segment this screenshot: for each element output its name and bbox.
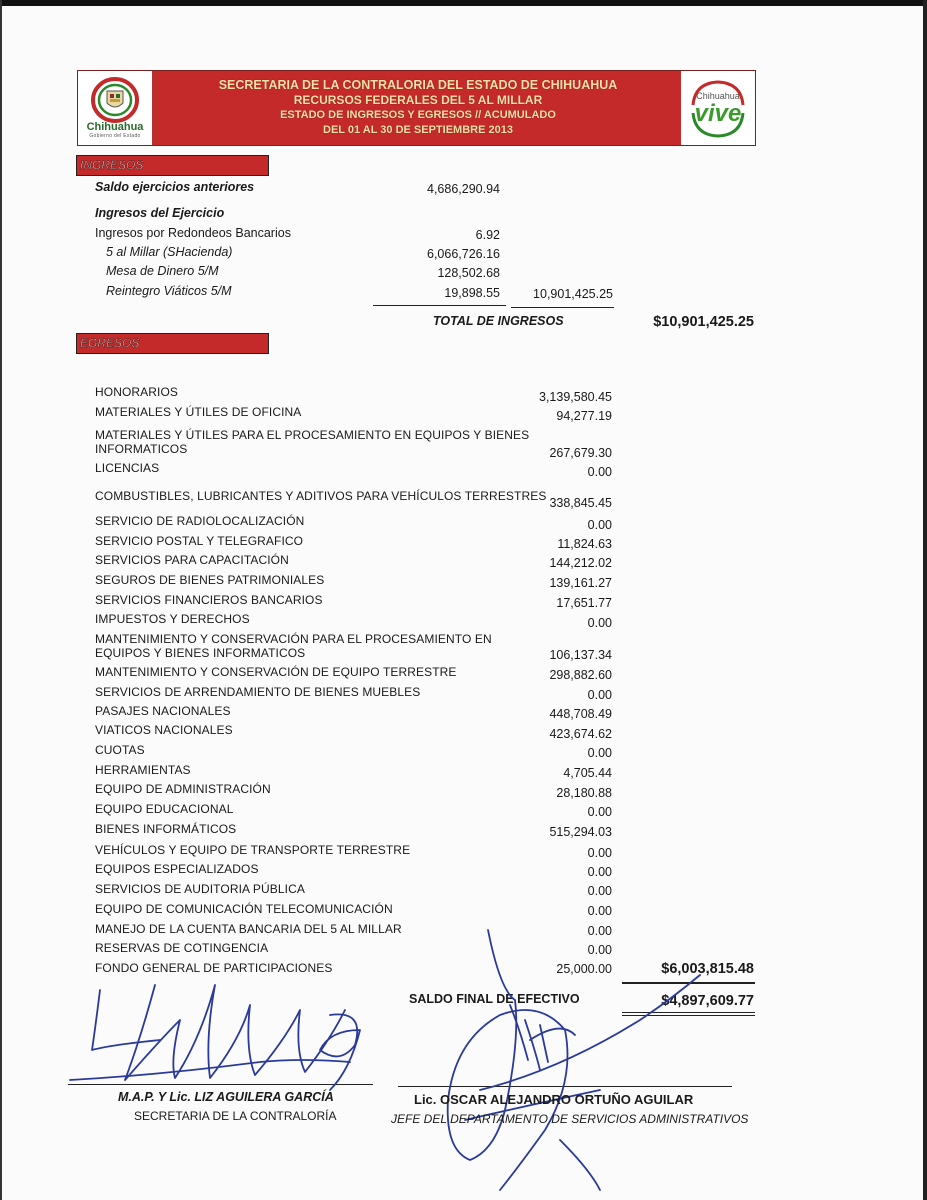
egreso-value: 106,137.34 bbox=[549, 648, 612, 662]
egreso-row bbox=[95, 593, 615, 613]
egreso-label-continued: INFORMATICOS bbox=[95, 442, 188, 456]
egreso-value: 28,180.88 bbox=[556, 786, 612, 800]
egreso-row bbox=[95, 489, 615, 515]
chihuahua-vive-icon bbox=[685, 75, 751, 141]
egreso-value: 25,000.00 bbox=[556, 962, 612, 976]
left-signatory-name: M.A.P. Y Lic. LIZ AGUILERA GARCÍA bbox=[118, 1090, 334, 1104]
egreso-row bbox=[95, 743, 615, 763]
egreso-value: 0.00 bbox=[587, 904, 612, 918]
egreso-row bbox=[95, 782, 615, 802]
ingresos-section-label: INGRESOS bbox=[80, 158, 144, 172]
egreso-label: COMBUSTIBLES, LUBRICANTES Y ADITIVOS PARA VEHÍCULOS TERRESTRES bbox=[95, 489, 547, 503]
egreso-label: LICENCIAS bbox=[95, 461, 160, 475]
subtotal-rule bbox=[511, 307, 614, 308]
egreso-label: SERVICIO DE RADIOLOCALIZACIÓN bbox=[95, 514, 305, 528]
left-signature-stroke bbox=[92, 990, 160, 1050]
egreso-label: RESERVAS DE COTINGENCIA bbox=[95, 941, 269, 955]
egreso-row bbox=[95, 723, 615, 743]
egreso-label: SERVICIOS PARA CAPACITACIÓN bbox=[95, 553, 289, 567]
egreso-value: 0.00 bbox=[587, 746, 612, 760]
chihuahua-vive-logo bbox=[681, 71, 755, 145]
egreso-value: 298,882.60 bbox=[549, 668, 612, 682]
saldo-final-underline-2 bbox=[622, 1015, 755, 1016]
egreso-value: 17,651.77 bbox=[556, 596, 612, 610]
scan-edge-top bbox=[0, 0, 927, 6]
egreso-label-continued: EQUIPOS Y BIENES INFORMATICOS bbox=[95, 646, 306, 660]
egreso-label: EQUIPO DE COMUNICACIÓN TELECOMUNICACIÓN bbox=[95, 902, 393, 916]
logo-left-text: Chihuahua bbox=[86, 121, 144, 133]
right-signatory-name: Lic. OSCAR ALEJANDRO ORTUÑO AGUILAR bbox=[414, 1092, 694, 1107]
egreso-row bbox=[95, 632, 615, 666]
egreso-value: 423,674.62 bbox=[549, 727, 612, 741]
egreso-value: 515,294.03 bbox=[549, 825, 612, 839]
header-line-1: SECRETARIA DE LA CONTRALORIA DEL ESTADO DE CHIHUAHUA bbox=[218, 78, 618, 92]
ingreso-item-label: Mesa de Dinero 5/M bbox=[106, 264, 219, 278]
document-header bbox=[77, 70, 756, 146]
egreso-label: PASAJES NACIONALES bbox=[95, 704, 231, 718]
saldo-final-label: SALDO FINAL DE EFECTIVO bbox=[409, 992, 580, 1006]
egreso-row bbox=[95, 405, 615, 425]
ingresos-section-bar bbox=[76, 155, 269, 176]
egresos-section-label: EGRESOS bbox=[80, 336, 140, 350]
egreso-label: SERVICIO POSTAL Y TELEGRAFICO bbox=[95, 534, 304, 548]
egreso-label: MANTENIMIENTO Y CONSERVACIÓN PARA EL PROCESAMIENTO EN bbox=[95, 632, 492, 646]
state-seal-icon bbox=[90, 77, 140, 123]
logo-left-subtext: Gobierno del Estado bbox=[89, 133, 141, 139]
egreso-row bbox=[95, 461, 615, 481]
saldo-anteriores-value: 4,686,290.94 bbox=[427, 182, 500, 196]
egreso-row bbox=[95, 922, 615, 942]
egreso-value: 0.00 bbox=[587, 884, 612, 898]
egreso-value: 0.00 bbox=[587, 688, 612, 702]
egreso-label: EQUIPOS ESPECIALIZADOS bbox=[95, 862, 259, 876]
ingresos-ejercicio-label: Ingresos del Ejercicio bbox=[95, 206, 225, 220]
egreso-label: SERVICIOS DE AUDITORIA PÚBLICA bbox=[95, 882, 305, 896]
ingreso-item-value: 6,066,726.16 bbox=[427, 247, 500, 261]
total-egresos-rule bbox=[622, 982, 755, 984]
egreso-label: MANEJO DE LA CUENTA BANCARIA DEL 5 AL MILLAR bbox=[95, 922, 402, 936]
saldo-anteriores-label: Saldo ejercicios anteriores bbox=[95, 180, 255, 194]
ingreso-item-value: 6.92 bbox=[475, 228, 500, 242]
right-signature-line bbox=[398, 1086, 732, 1087]
egreso-value: 0.00 bbox=[587, 924, 612, 938]
egreso-row bbox=[95, 843, 615, 863]
right-signature-stroke bbox=[510, 1005, 575, 1070]
egreso-label: HERRAMIENTAS bbox=[95, 763, 191, 777]
egreso-value: 139,161.27 bbox=[549, 576, 612, 590]
egreso-value: 267,679.30 bbox=[549, 446, 612, 460]
egreso-value: 448,708.49 bbox=[549, 707, 612, 721]
egreso-label: HONORARIOS bbox=[95, 385, 179, 399]
egreso-value: 0.00 bbox=[587, 518, 612, 532]
left-signature-stroke bbox=[70, 1060, 350, 1080]
egreso-row bbox=[95, 941, 615, 961]
scan-edge-left bbox=[0, 0, 2, 1200]
egreso-value: 0.00 bbox=[587, 805, 612, 819]
egreso-row bbox=[95, 961, 615, 981]
left-signature-stroke bbox=[320, 1014, 360, 1090]
egreso-value: 0.00 bbox=[587, 465, 612, 479]
egresos-section-bar bbox=[76, 333, 269, 354]
logo-right-word: vive bbox=[694, 100, 742, 127]
left-signature-line bbox=[68, 1084, 373, 1085]
egreso-row bbox=[95, 553, 615, 573]
egreso-value: 94,277.19 bbox=[556, 409, 612, 423]
scan-edge-right bbox=[923, 0, 927, 1200]
egreso-row bbox=[95, 385, 615, 405]
egreso-row bbox=[95, 665, 615, 685]
ingresos-subtotal: 10,901,425.25 bbox=[533, 287, 613, 301]
egreso-row bbox=[95, 882, 615, 902]
egreso-label: SERVICIOS DE ARRENDAMIENTO DE BIENES MUEBLES bbox=[95, 685, 421, 699]
egreso-row bbox=[95, 534, 615, 554]
egreso-label: IMPUESTOS Y DERECHOS bbox=[95, 612, 250, 626]
egreso-label: SEGUROS DE BIENES PATRIMONIALES bbox=[95, 573, 325, 587]
egreso-label: BIENES INFORMÁTICOS bbox=[95, 822, 237, 836]
egreso-value: 338,845.45 bbox=[549, 496, 612, 510]
egreso-row bbox=[95, 763, 615, 783]
header-line-2: RECURSOS FEDERALES DEL 5 AL MILLAR bbox=[293, 93, 543, 107]
egreso-label: MATERIALES Y ÚTILES PARA EL PROCESAMIENTO EN EQUIPOS Y BIENES bbox=[95, 428, 530, 442]
ingreso-item-value: 128,502.68 bbox=[437, 266, 500, 280]
ingresos-column-rule bbox=[373, 305, 506, 306]
egreso-row bbox=[95, 573, 615, 593]
egreso-row bbox=[95, 902, 615, 922]
egreso-row bbox=[95, 822, 615, 842]
egreso-row bbox=[95, 612, 615, 632]
egreso-value: 4,705.44 bbox=[563, 766, 612, 780]
egreso-row bbox=[95, 514, 615, 534]
egreso-row bbox=[95, 704, 615, 724]
ingreso-item-value: 19,898.55 bbox=[444, 286, 500, 300]
egreso-row bbox=[95, 428, 615, 464]
gobierno-chihuahua-logo bbox=[78, 71, 153, 145]
total-ingresos-value: $10,901,425.25 bbox=[653, 314, 754, 330]
egreso-value: 144,212.02 bbox=[549, 556, 612, 570]
egreso-label: EQUIPO DE ADMINISTRACIÓN bbox=[95, 782, 271, 796]
header-line-3: ESTADO DE INGRESOS Y EGRESOS // ACUMULADO bbox=[280, 109, 556, 121]
egreso-value: 3,139,580.45 bbox=[539, 390, 612, 404]
total-egresos-value: $6,003,815.48 bbox=[661, 961, 754, 977]
ingreso-item-label: Ingresos por Redondeos Bancarios bbox=[95, 226, 291, 240]
egreso-value: 11,824.63 bbox=[557, 537, 612, 551]
egreso-value: 0.00 bbox=[587, 943, 612, 957]
egreso-label: VIATICOS NACIONALES bbox=[95, 723, 233, 737]
ingreso-item-label: Reintegro Viáticos 5/M bbox=[106, 284, 232, 298]
egreso-value: 0.00 bbox=[587, 865, 612, 879]
ingreso-item-label: 5 al Millar (SHacienda) bbox=[106, 245, 233, 259]
egreso-row bbox=[95, 802, 615, 822]
egreso-label: EQUIPO EDUCACIONAL bbox=[95, 802, 234, 816]
egreso-row bbox=[95, 862, 615, 882]
egreso-label: FONDO GENERAL DE PARTICIPACIONES bbox=[95, 961, 333, 975]
egreso-row bbox=[95, 685, 615, 705]
logo-right-text: Chihuahua bbox=[696, 91, 740, 101]
total-ingresos-label: TOTAL DE INGRESOS bbox=[433, 314, 564, 328]
right-signatory-title: JEFE DEL DEPARTAMENTO DE SERVICIOS ADMINISTRATIVOS bbox=[391, 1112, 749, 1126]
header-title-band bbox=[153, 71, 683, 145]
left-signatory-title: SECRETARIA DE LA CONTRALORÍA bbox=[134, 1109, 337, 1123]
saldo-final-underline-1 bbox=[622, 1012, 755, 1013]
egreso-value: 0.00 bbox=[587, 616, 612, 630]
egreso-label: MANTENIMIENTO Y CONSERVACIÓN DE EQUIPO TERRESTRE bbox=[95, 665, 457, 679]
egreso-label: VEHÍCULOS Y EQUIPO DE TRANSPORTE TERRESTRE bbox=[95, 843, 411, 857]
egreso-label: CUOTAS bbox=[95, 743, 145, 757]
egreso-label: SERVICIOS FINANCIEROS BANCARIOS bbox=[95, 593, 323, 607]
egreso-value: 0.00 bbox=[587, 846, 612, 860]
egreso-label: MATERIALES Y ÚTILES DE OFICINA bbox=[95, 405, 302, 419]
saldo-final-value: $4,897,609.77 bbox=[661, 993, 754, 1009]
left-signature-stroke bbox=[125, 985, 345, 1080]
header-line-4: DEL 01 AL 30 DE SEPTIEMBRE 2013 bbox=[323, 124, 513, 136]
